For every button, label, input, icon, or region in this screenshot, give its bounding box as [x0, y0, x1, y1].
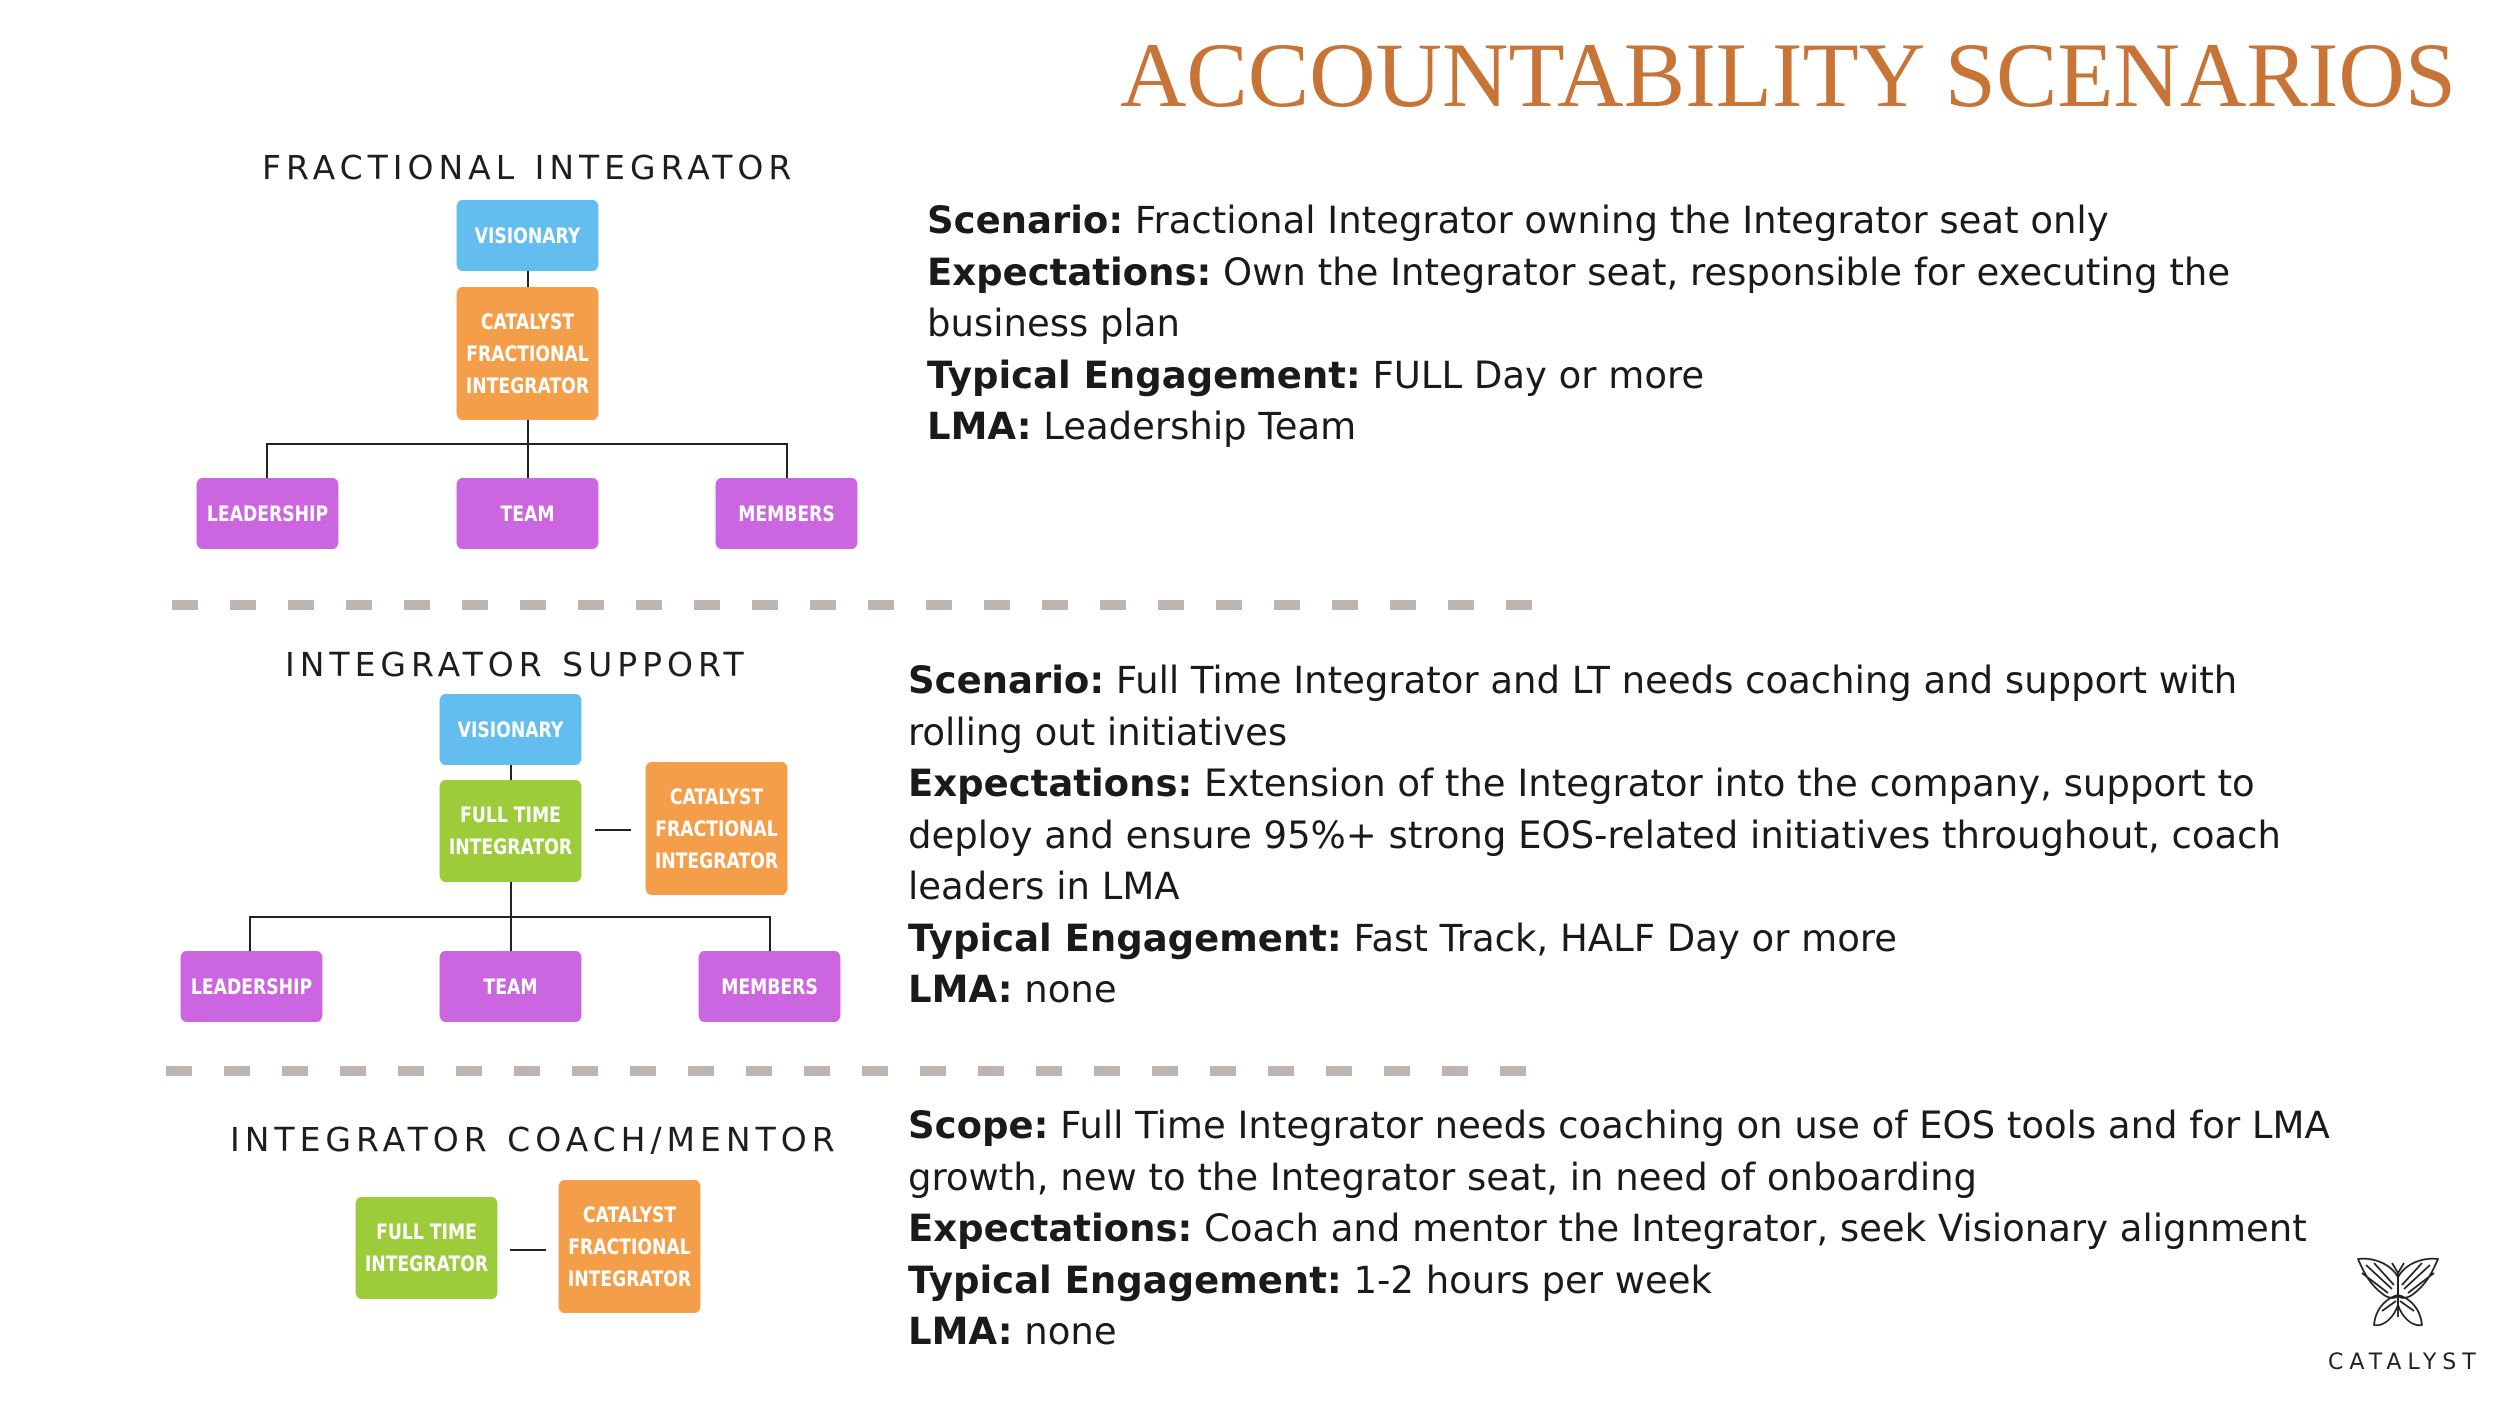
section-divider: [172, 600, 1532, 610]
scenario-line: Scenario: Full Time Integrator and LT needs coaching and support with rolling out initiatives: [908, 659, 2238, 754]
connector-line: [769, 916, 771, 952]
connector-line: [510, 1249, 546, 1251]
catalyst-fractional-integrator-box: CATALYST FRACTIONAL INTEGRATOR: [646, 762, 788, 895]
leadership-box: LEADERSHIP: [181, 951, 323, 1022]
full-time-integrator-box: FULL TIME INTEGRATOR: [356, 1197, 498, 1299]
leadership-box: LEADERSHIP: [197, 478, 339, 549]
scenario-description-fractional-integrator: [927, 195, 2307, 453]
expectations-line: Expectations: Extension of the Integrator into the company, support to deploy and ensure 95%+ strong EOS-related initiatives throughout, coach leaders in LMA: [908, 762, 2281, 908]
engagement-line: Typical Engagement: Fast Track, HALF Day or more: [908, 916, 1898, 960]
lma-line: LMA: none: [908, 968, 1117, 1011]
engagement-line: Typical Engagement: 1-2 hours per week: [908, 1258, 1712, 1302]
team-box: TEAM: [457, 478, 599, 549]
visionary-box: VISIONARY: [457, 200, 599, 271]
scenario-line: Scenario: Fractional Integrator owning the Integrator seat only: [927, 199, 2109, 242]
scenario-description-integrator-coach-mentor: [908, 1100, 2348, 1358]
visionary-box: VISIONARY: [440, 694, 582, 765]
connector-line: [249, 916, 251, 952]
engagement-line: Typical Engagement: FULL Day or more: [927, 353, 1705, 397]
expectations-line: Expectations: Coach and mentor the Integrator, seek Visionary alignment: [908, 1207, 2307, 1250]
catalyst-fractional-integrator-box: CATALYST FRACTIONAL INTEGRATOR: [457, 287, 599, 420]
team-box: TEAM: [440, 951, 582, 1022]
lma-line: LMA: Leadership Team: [927, 405, 1357, 448]
logo-text: CATALYST: [2328, 1350, 2482, 1375]
scope-line: Scope: Full Time Integrator needs coaching on use of EOS tools and for LMA growth, new to the Integrator seat, in need of onboarding: [908, 1104, 2330, 1199]
connector-line: [595, 829, 631, 831]
catalyst-logo: [2328, 1255, 2482, 1375]
catalyst-fractional-integrator-box: CATALYST FRACTIONAL INTEGRATOR: [559, 1180, 701, 1313]
connector-line: [510, 916, 512, 952]
connector-line: [510, 880, 512, 917]
connector-line: [786, 443, 788, 479]
connector-line: [510, 765, 512, 781]
section-title-integrator-coach-mentor: INTEGRATOR COACH/MENTOR: [230, 1120, 840, 1159]
connector-line: [266, 443, 268, 479]
members-box: MEMBERS: [699, 951, 841, 1022]
section-title-fractional-integrator: FRACTIONAL INTEGRATOR: [262, 148, 797, 187]
section-divider: [166, 1066, 1526, 1076]
page-title: ACCOUNTABILITY SCENARIOS: [1119, 24, 2456, 126]
section-title-integrator-support: INTEGRATOR SUPPORT: [285, 645, 749, 684]
connector-line: [527, 270, 529, 288]
butterfly-icon: [2354, 1255, 2442, 1337]
scenario-description-integrator-support: [908, 655, 2308, 1016]
members-box: MEMBERS: [716, 478, 858, 549]
expectations-line: Expectations: Own the Integrator seat, responsible for executing the business plan: [927, 250, 2231, 345]
lma-line: LMA: none: [908, 1310, 1117, 1353]
full-time-integrator-box: FULL TIME INTEGRATOR: [440, 780, 582, 882]
connector-line: [527, 418, 529, 444]
connector-line: [527, 443, 529, 479]
